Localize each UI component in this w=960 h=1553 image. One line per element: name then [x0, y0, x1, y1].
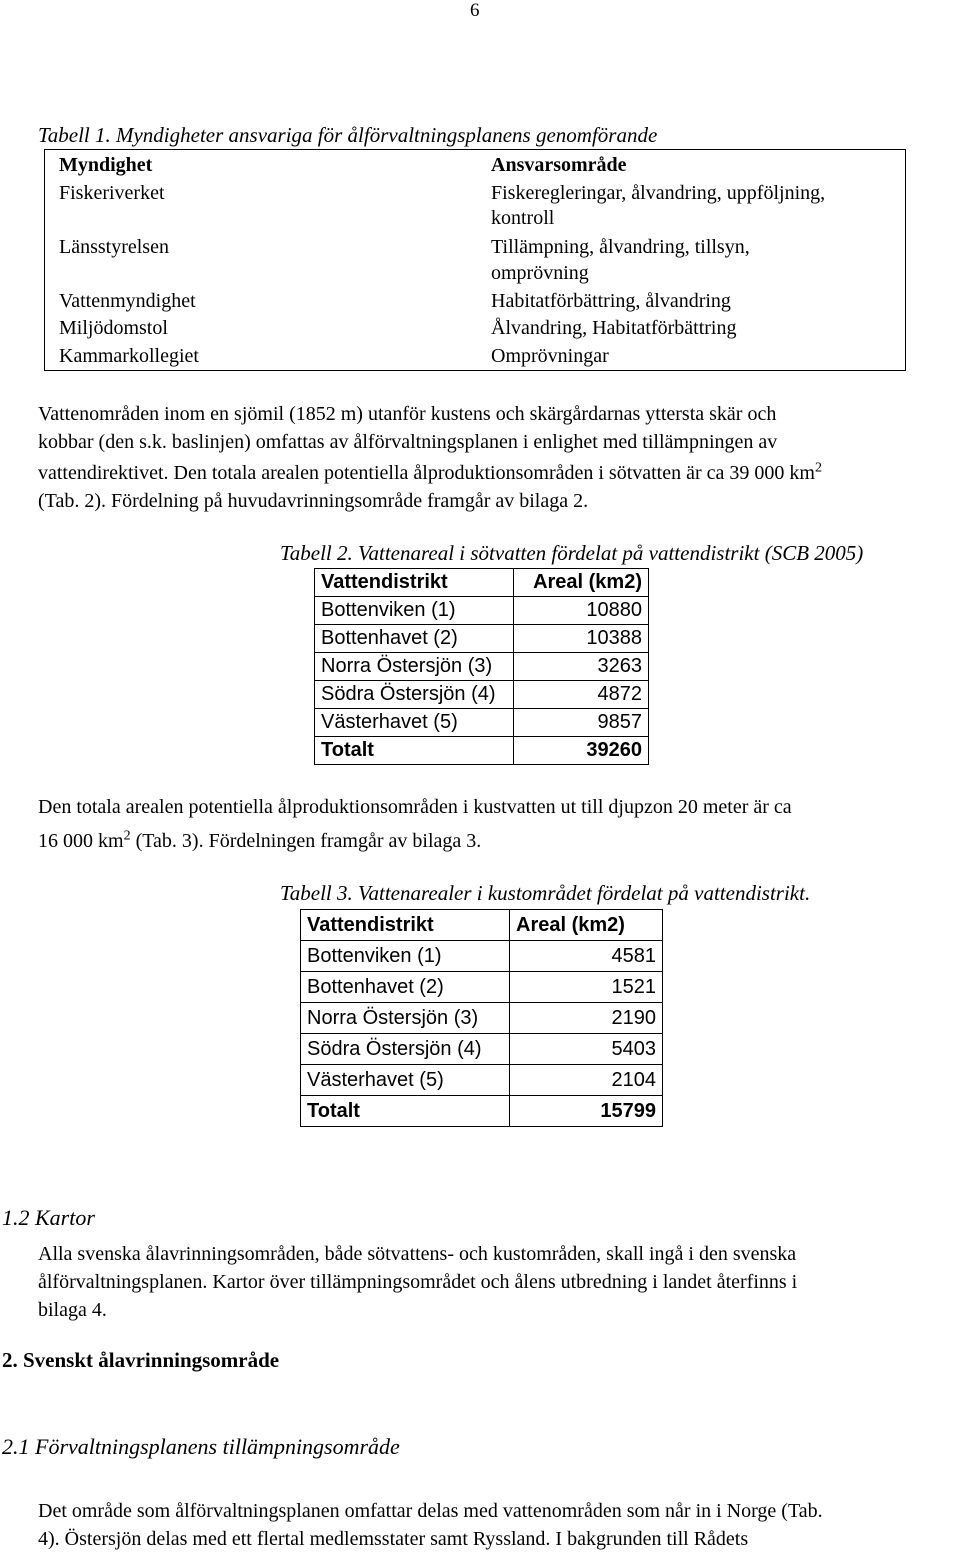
table1-cell-responsibility-cont: omprövning — [491, 262, 589, 284]
table3 — [300, 909, 663, 1127]
table3-cell-district: Bottenhavet (2) — [301, 972, 510, 1003]
paragraph-line: 4). Östersjön delas med ett flertal medlemsstater samt Ryssland. I bakgrunden till Rådets — [38, 1528, 749, 1550]
table1-cell-authority: Fiskeriverket — [59, 182, 165, 204]
section-heading-alavrinningsomrade: 2. Svenskt ålavrinningsområde — [2, 1348, 280, 1372]
paragraph-sotvatten — [38, 400, 938, 515]
page-number: 6 — [470, 0, 480, 21]
table1-cell-responsibility-cont: kontroll — [491, 207, 555, 229]
paragraph-text: vattendirektivet. Den totala arealen potentiella ålproduktionsområden i sötvatten är ca 39 000 km — [38, 462, 815, 484]
table2-cell-area: 4872 — [514, 681, 649, 709]
table1 — [44, 149, 906, 371]
paragraph-text: (Tab. 3). Fördelningen framgår av bilaga 3. — [130, 830, 482, 852]
table-row — [301, 1003, 663, 1034]
table-header-row — [301, 910, 663, 941]
table-row — [301, 972, 663, 1003]
table-row — [315, 653, 649, 681]
table-row — [315, 597, 649, 625]
table3-cell-area: 5403 — [510, 1034, 663, 1065]
section-heading-kartor: 1.2 Kartor — [2, 1205, 95, 1230]
table3-total-label: Totalt — [301, 1096, 510, 1127]
paragraph-text: 16 000 km — [38, 830, 124, 852]
table2-cell-district: Bottenviken (1) — [315, 597, 514, 625]
table2-cell-area: 3263 — [514, 653, 649, 681]
table-total-row — [301, 1096, 663, 1127]
table3-cell-area: 4581 — [510, 941, 663, 972]
table-row — [315, 625, 649, 653]
paragraph-kustvatten — [38, 793, 938, 855]
table3-cell-district: Södra Östersjön (4) — [301, 1034, 510, 1065]
table-row — [301, 1034, 663, 1065]
table1-cell-responsibility: Omprövningar — [491, 345, 609, 367]
table2-header-area: Areal (km2) — [514, 569, 649, 597]
table2-cell-district: Bottenhavet (2) — [315, 625, 514, 653]
table-row — [315, 681, 649, 709]
table2-caption: Tabell 2. Vattenareal i sötvatten fördelat på vattendistrikt (SCB 2005) — [280, 541, 864, 565]
table3-cell-district: Norra Östersjön (3) — [301, 1003, 510, 1034]
table1-cell-responsibility: Ålvandring, Habitatförbättring — [491, 317, 737, 339]
superscript: 2 — [814, 460, 822, 476]
table2-cell-area: 10880 — [514, 597, 649, 625]
table3-cell-district: Västerhavet (5) — [301, 1065, 510, 1096]
table-row — [301, 941, 663, 972]
table-row — [315, 709, 649, 737]
table3-caption: Tabell 3. Vattenarealer i kustområdet fördelat på vattendistrikt. — [280, 881, 811, 905]
table2-cell-area: 10388 — [514, 625, 649, 653]
table3-header-district: Vattendistrikt — [301, 910, 510, 941]
table1-cell-authority: Kammarkollegiet — [59, 345, 199, 367]
paragraph-line: kobbar (den s.k. baslinjen) omfattas av ålförvaltningsplanen i enlighet med tillämpningen av — [38, 431, 778, 453]
paragraph-tillampningsomrade — [38, 1497, 938, 1553]
table2-cell-area: 9857 — [514, 709, 649, 737]
table-header-row — [315, 569, 649, 597]
table3-cell-area: 2104 — [510, 1065, 663, 1096]
paragraph-line: ålförvaltningsplanen. Kartor över tillämpningsområdet och ålens utbredning i landet återfinns i — [38, 1271, 798, 1293]
table1-cell-responsibility: Fiskeregleringar, ålvandring, uppföljning, — [491, 182, 826, 204]
superscript: 2 — [123, 828, 131, 844]
table2-cell-district: Västerhavet (5) — [315, 709, 514, 737]
paragraph-line: (Tab. 2). Fördelning på huvudavrinningsområde framgår av bilaga 2. — [38, 490, 589, 512]
section-heading-tillampningsomrade: 2.1 Förvaltningsplanens tillämpningsområde — [2, 1434, 400, 1459]
table1-cell-responsibility: Tillämpning, ålvandring, tillsyn, — [491, 236, 750, 258]
table2-cell-district: Södra Östersjön (4) — [315, 681, 514, 709]
table1-caption: Tabell 1. Myndigheter ansvariga för ålförvaltningsplanens genomförande — [38, 123, 658, 147]
table2-cell-district: Norra Östersjön (3) — [315, 653, 514, 681]
table-total-row — [315, 737, 649, 765]
table3-total-value: 15799 — [510, 1096, 663, 1127]
table3-header-area: Areal (km2) — [510, 910, 663, 941]
table3-cell-district: Bottenviken (1) — [301, 941, 510, 972]
paragraph-line: bilaga 4. — [38, 1299, 107, 1321]
table1-cell-authority: Länsstyrelsen — [59, 236, 169, 258]
table3-cell-area: 1521 — [510, 972, 663, 1003]
paragraph-line: Vattenområden inom en sjömil (1852 m) utanför kustens och skärgårdarnas yttersta skär och — [38, 403, 777, 425]
table1-cell-authority: Miljödomstol — [59, 317, 168, 339]
paragraph-line — [38, 459, 938, 487]
table-row — [301, 1065, 663, 1096]
paragraph-kartor — [38, 1240, 938, 1324]
table1-cell-responsibility: Habitatförbättring, ålvandring — [491, 290, 731, 312]
paragraph-line: Alla svenska ålavrinningsområden, både sötvattens- och kustområden, skall ingå i den svenska — [38, 1243, 797, 1265]
table2 — [314, 568, 649, 765]
table2-total-label: Totalt — [315, 737, 514, 765]
table2-header-district: Vattendistrikt — [315, 569, 514, 597]
paragraph-line: Den totala arealen potentiella ålproduktionsområden i kustvatten ut till djupzon 20 meter är ca — [38, 796, 792, 818]
paragraph-line — [38, 827, 938, 855]
table1-cell-authority: Vattenmyndighet — [59, 290, 196, 312]
table3-cell-area: 2190 — [510, 1003, 663, 1034]
table1-header-myndighet: Myndighet — [59, 154, 153, 176]
table1-header-ansvarsomrade: Ansvarsområde — [491, 154, 627, 176]
paragraph-line: Det område som ålförvaltningsplanen omfattar delas med vattenområden som når in i Norge (Tab. — [38, 1500, 823, 1522]
table2-total-value: 39260 — [514, 737, 649, 765]
